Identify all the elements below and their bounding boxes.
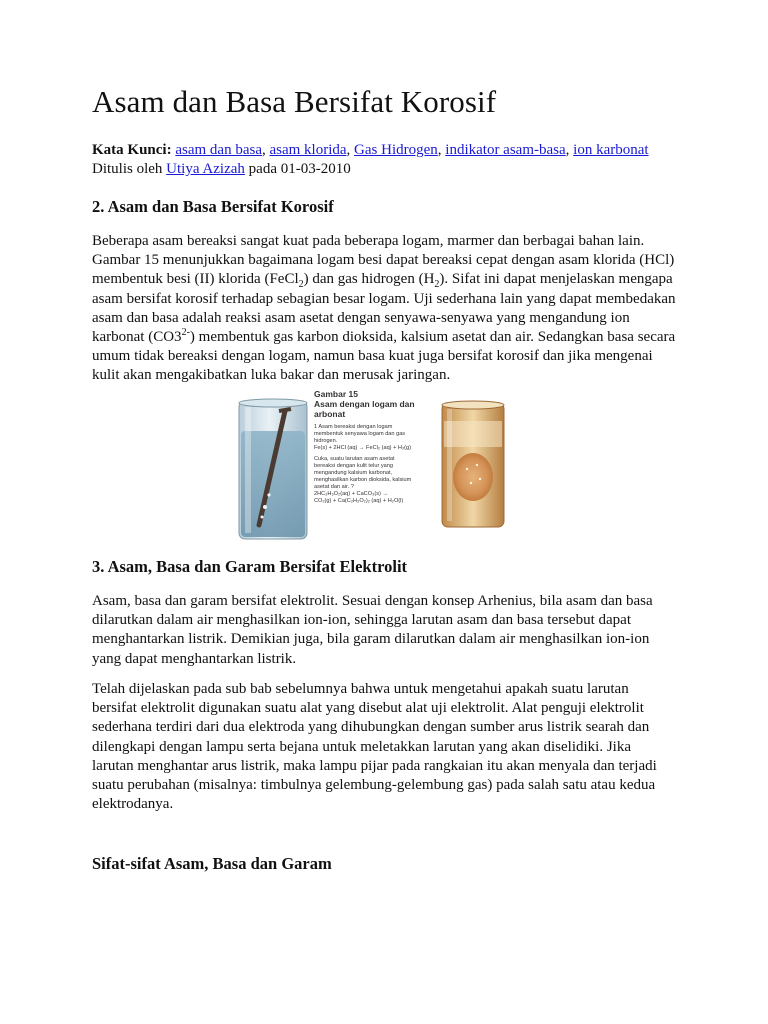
section-heading-sifat: Sifat-sifat Asam, Basa dan Garam bbox=[92, 854, 332, 873]
author-line bbox=[92, 160, 649, 179]
keywords-line bbox=[92, 141, 649, 160]
article-meta bbox=[92, 141, 649, 179]
section-heading-elektrolit: 3. Asam, Basa dan Garam Bersifat Elektrolit bbox=[92, 557, 408, 576]
keywords-label: Kata Kunci: bbox=[92, 142, 172, 158]
keyword-link-asam-klorida[interactable]: asam klorida bbox=[269, 142, 347, 158]
caption-line: hidrogen. bbox=[314, 438, 338, 444]
text-line: suatu perubahan (misalnya: timbulnya gelembung-gelembung gas) pada salah satu atau kedua bbox=[92, 777, 656, 794]
caption-line: Cuka, suatu larutan asam asetat bbox=[314, 456, 395, 462]
caption-line: asetat dan air. ? bbox=[314, 484, 354, 490]
text-line: membentuk besi (II) klorida (FeCl$_2$) dan gas hidrogen $(H_2)$. Sifat ini dapat menjelaskan mengapa bbox=[92, 271, 673, 291]
text-line: yang dapat menghantarkan listrik. bbox=[92, 650, 297, 667]
text-line: Telah dijelaskan pada sub bab sebelumnya bahwa untuk mengetahui apakah suatu larutan bbox=[92, 681, 629, 697]
text-line: dilarutkan dalam air menghasilkan ion-ion, sehingga larutan asam dan basa tersebut dapat bbox=[92, 612, 631, 629]
figure-15 bbox=[235, 389, 557, 539]
text-line: asam bersifat korosif terhadap sebagian besar logam. Uji sederhana lain yang dapat membedakan bbox=[92, 290, 676, 307]
text-line: menghantarkan listrik. Demikian juga, bila garam dilarutkan dalam air menghasilkan ion-ion bbox=[92, 631, 650, 648]
paragraph-elektrolit-1 bbox=[92, 592, 692, 669]
text-line: asam dan basa adalah reaksi asam asetat dengan senyawa-senyawa yang mengandung ion bbox=[92, 309, 630, 326]
separator: , bbox=[565, 142, 574, 158]
separator: , bbox=[261, 142, 270, 158]
text-line: umum tidak bereaksi dengan logam, namun basa kuat juga bersifat korosif dan jika mengenai bbox=[92, 348, 653, 365]
author-link[interactable]: Utiya Azizah bbox=[166, 161, 245, 177]
text-line: kulit akan mengakibatkan luka bakar dan merusak jaringan. bbox=[92, 367, 451, 384]
beaker-iron-nail-image bbox=[235, 397, 311, 547]
section-heading-korosif: 2. Asam dan Basa Bersifat Korosif bbox=[92, 197, 334, 216]
date-prefix: pada bbox=[248, 161, 277, 177]
text-line: sederhana terdiri dari dua elektroda yang dihubungkan dengan sumber arus listrik searah dan bbox=[92, 719, 650, 736]
caption-line: Fe(s) + 2HCl (aq) → FeCl₂ (aq) + H₂(g) bbox=[314, 445, 411, 451]
caption-title: arbonat bbox=[314, 409, 346, 419]
caption-body bbox=[314, 424, 432, 505]
caption-line: membentuk senyawa logam dan gas bbox=[314, 431, 406, 437]
text-line: Asam, basa dan garam bersifat elektrolit. Sesuai dengan konsep Arhenius, bila asam dan basa bbox=[92, 593, 653, 609]
keyword-link-asam-dan-basa[interactable]: asam dan basa bbox=[175, 142, 262, 158]
author-prefix: Ditulis oleh bbox=[92, 161, 163, 177]
beaker-eggshell-vinegar-image bbox=[439, 399, 507, 531]
text-line: Gambar 15 menunjukkan bagaimana logam besi dapat bereaksi cepat dengan asam klorida (HCl) bbox=[92, 252, 675, 269]
caption-line: bereaksi dengan kulit telur yang bbox=[314, 463, 393, 469]
caption-title: Gambar 15 bbox=[314, 389, 358, 399]
keyword-link-gas-hidrogen[interactable]: Gas Hidrogen bbox=[354, 142, 438, 158]
caption-line: menghasilkan karbon dioksida, kalsium bbox=[314, 477, 412, 483]
text-line: bersifat elektrolit digunakan suatu alat yang disebut alat uji elektrolit. Alat penguji elektrolit bbox=[92, 700, 644, 717]
caption-line: 2HC₂H₃O₂(aq) + CaCO₃(s) → bbox=[314, 491, 389, 497]
publish-date: 01-03-2010 bbox=[280, 161, 351, 177]
figure-caption bbox=[314, 389, 432, 505]
text-line: elektrodanya. bbox=[92, 796, 174, 813]
text-line: larutan menghantar arus listrik, maka lampu pijar pada rangkaian itu akan menyala dan terjadi bbox=[92, 757, 657, 774]
paragraph-korosif bbox=[92, 232, 692, 386]
caption-line: 1 Asam bereaksi dengan logam bbox=[314, 424, 393, 430]
keyword-link-indikator-asam-basa[interactable]: indikator asam-basa bbox=[445, 142, 566, 158]
separator: , bbox=[437, 142, 446, 158]
text-line: Beberapa asam bereaksi sangat kuat pada beberapa logam, marmer dan berbagai bahan lain. bbox=[92, 233, 645, 249]
text-line: dilengkapi dengan lampu serta bejana untuk meletakkan larutan yang akan diselidiki. Jika bbox=[92, 738, 631, 755]
page-title: Asam dan Basa Bersifat Korosif bbox=[92, 84, 497, 119]
caption-line: mengandung kalsium karbonat, bbox=[314, 470, 393, 476]
paragraph-elektrolit-2 bbox=[92, 680, 692, 814]
text-line: karbonat $(CO3^{2-})$ membentuk gas karbon dioksida, kalsium asetat dan air. Sedangkan basa secara bbox=[92, 327, 676, 346]
separator: , bbox=[346, 142, 355, 158]
caption-title: Asam dengan logam dan bbox=[314, 399, 415, 409]
caption-line: CO₂(g) + Ca(C₂H₃O₂)₂ (aq) + H₂O(l) bbox=[314, 498, 404, 504]
keyword-link-ion-karbonat[interactable]: ion karbonat bbox=[573, 142, 649, 158]
